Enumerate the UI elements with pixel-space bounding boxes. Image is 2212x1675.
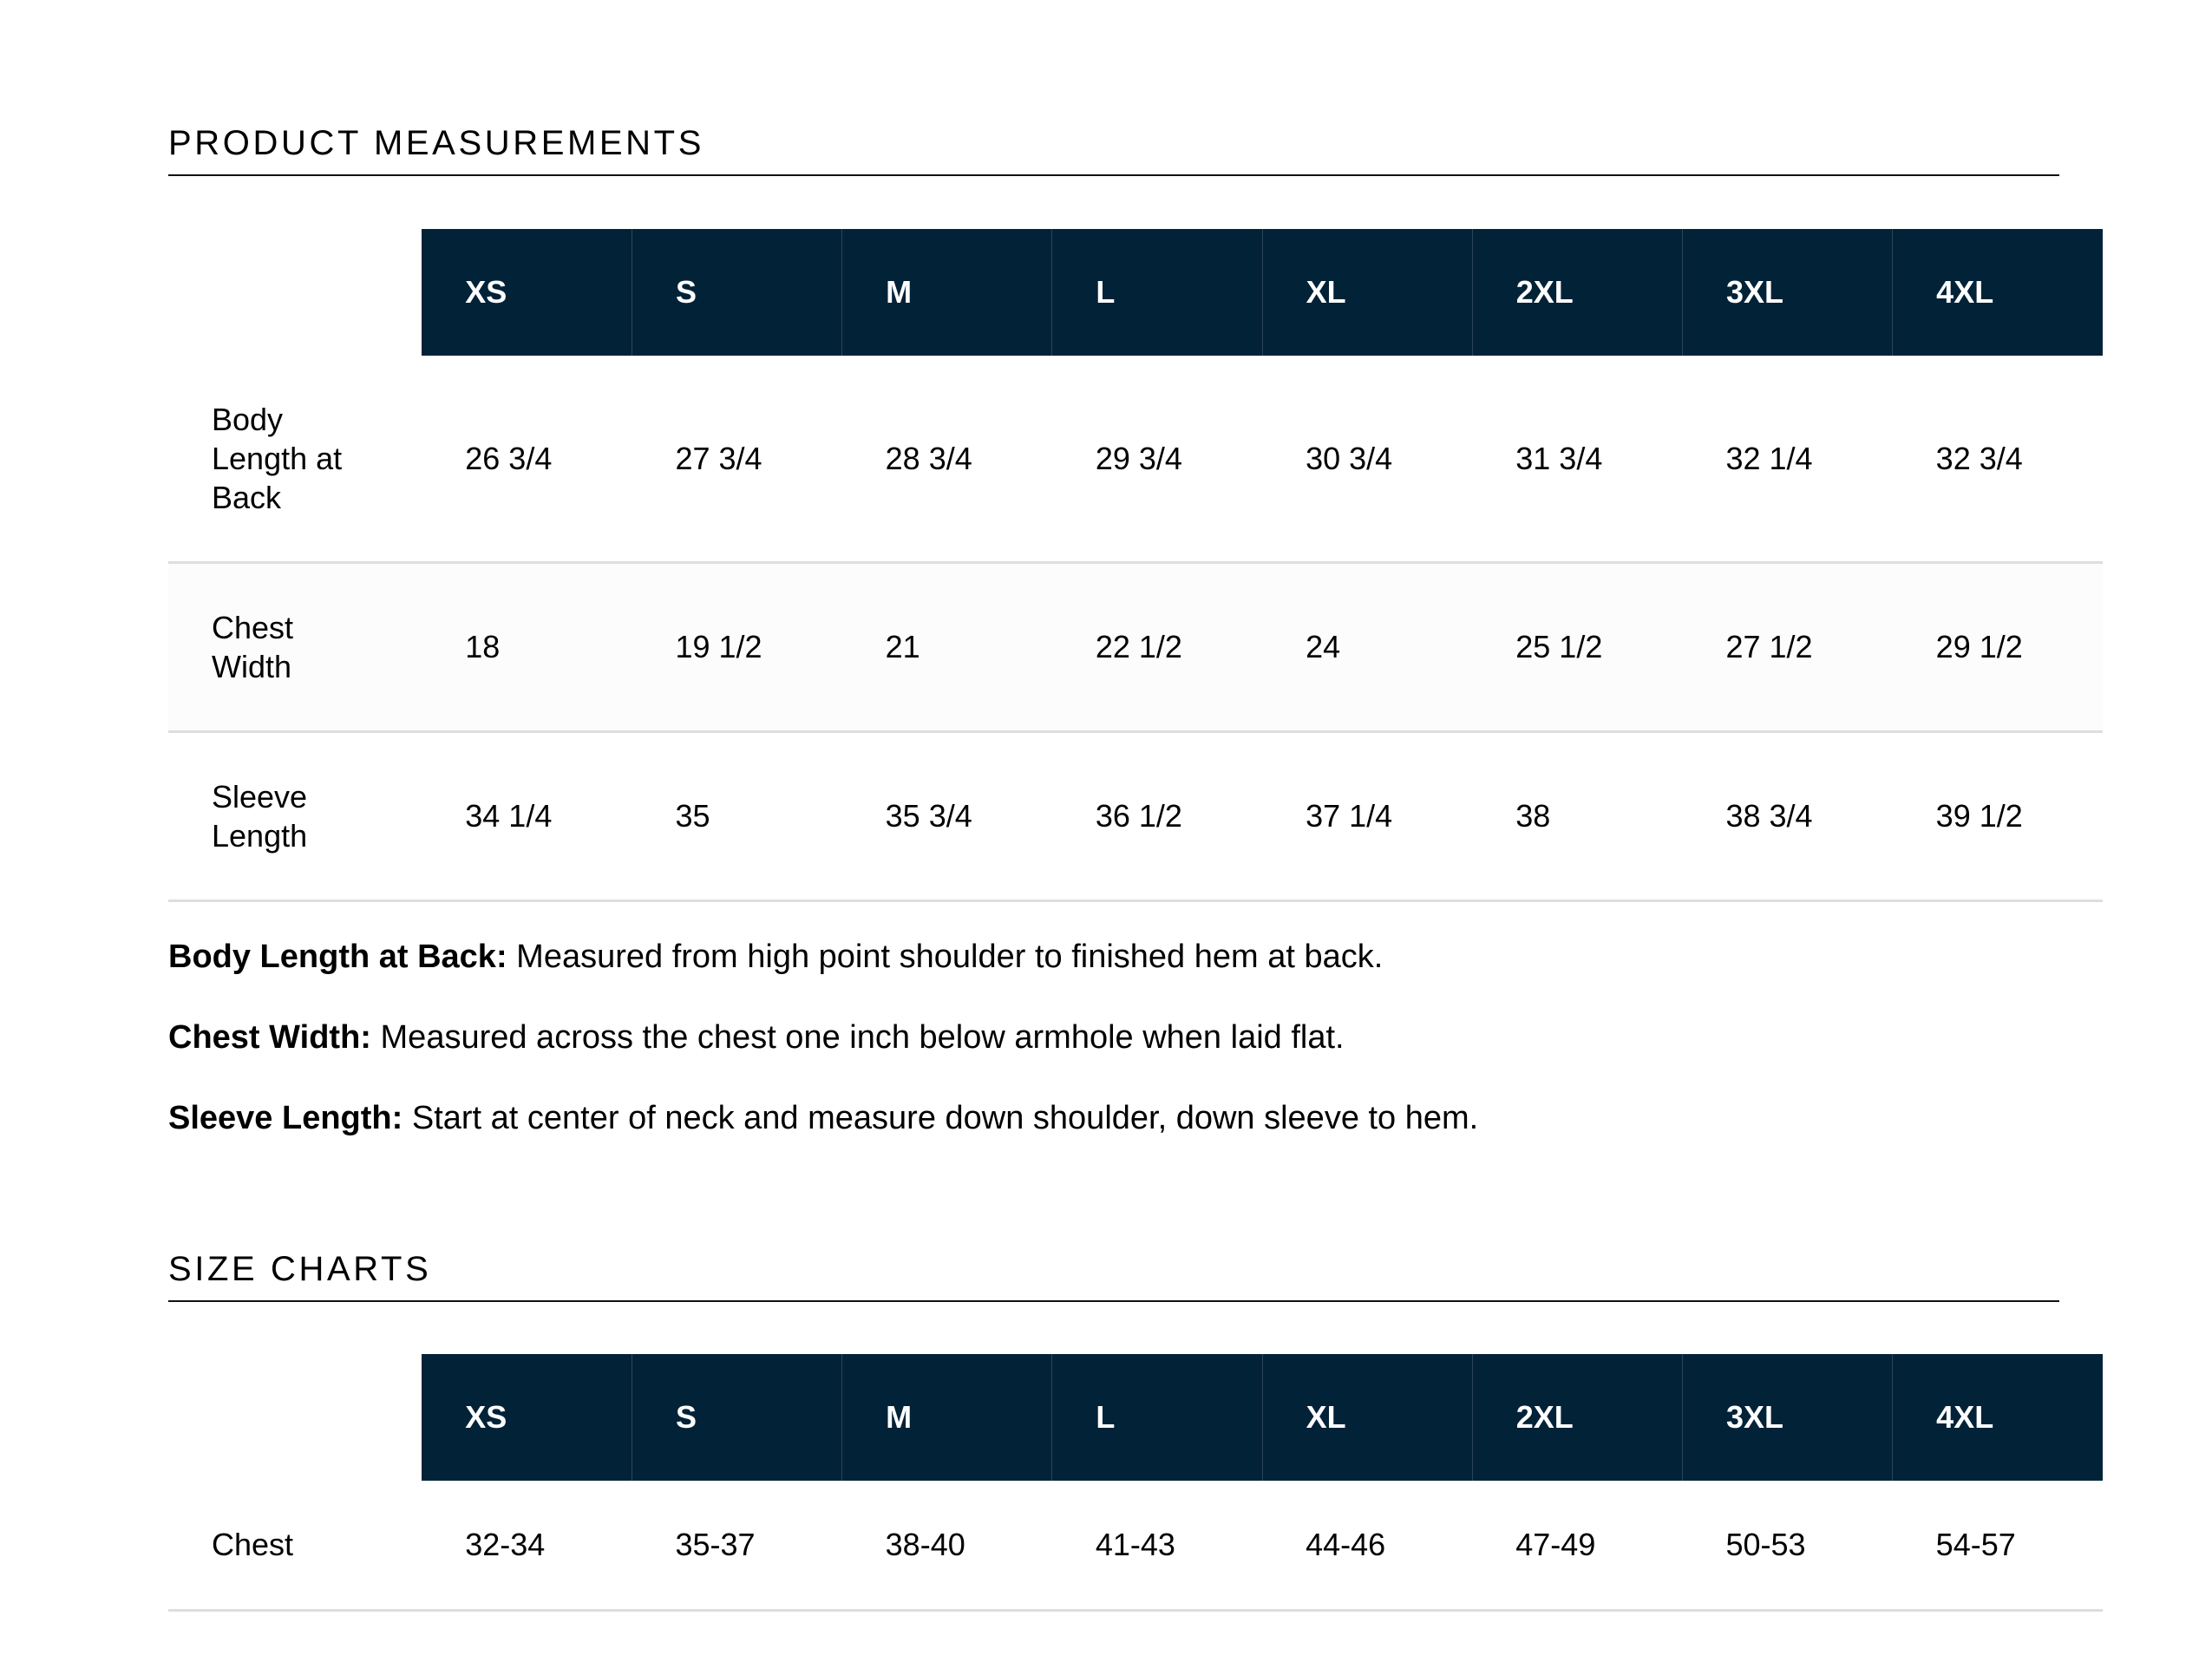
- measurement-cell: 34 1/4: [422, 731, 632, 900]
- size-header: S: [632, 1354, 841, 1481]
- size-header: XL: [1262, 1354, 1472, 1481]
- measurement-cell: 35: [632, 731, 841, 900]
- measurement-cell: 36 1/2: [1052, 731, 1262, 900]
- note-chest-width: [168, 1016, 2077, 1096]
- size-range-cell: 47-49: [1472, 1481, 1682, 1610]
- measurement-cell: 32 3/4: [1893, 356, 2103, 562]
- measurement-cell: 27 3/4: [632, 356, 841, 562]
- measurement-notes: [168, 935, 2077, 1177]
- measurement-cell: 29 1/2: [1893, 562, 2103, 731]
- note-term: Chest Width:: [168, 1019, 371, 1056]
- note-text: Measured from high point shoulder to finished hem at back.: [507, 939, 1384, 975]
- measurement-cell: 30 3/4: [1262, 356, 1472, 562]
- measurement-cell: 29 3/4: [1052, 356, 1262, 562]
- table-header-row: [168, 229, 2103, 356]
- row-label: Body Length at Back: [168, 356, 422, 562]
- table-row: [168, 1481, 2103, 1610]
- measurement-cell: 24: [1262, 562, 1472, 731]
- measurement-cell: 25 1/2: [1472, 562, 1682, 731]
- table-row: [168, 562, 2103, 731]
- measurement-cell: 21: [842, 562, 1052, 731]
- measurement-cell: 31 3/4: [1472, 356, 1682, 562]
- note-term: Sleeve Length:: [168, 1100, 403, 1136]
- size-range-cell: 38-40: [842, 1481, 1052, 1610]
- measurement-cell: 28 3/4: [842, 356, 1052, 562]
- size-range-cell: 44-46: [1262, 1481, 1472, 1610]
- measurement-cell: 22 1/2: [1052, 562, 1262, 731]
- size-range-cell: 35-37: [632, 1481, 841, 1610]
- size-header: 2XL: [1472, 1354, 1682, 1481]
- size-header: 3XL: [1682, 1354, 1892, 1481]
- size-charts-table: [168, 1354, 2103, 1612]
- row-label: Sleeve Length: [168, 731, 422, 900]
- header-corner: [168, 229, 422, 356]
- size-range-cell: 32-34: [422, 1481, 632, 1610]
- size-header: XS: [422, 1354, 632, 1481]
- row-label: Chest Width: [168, 562, 422, 731]
- note-text: Measured across the chest one inch below armhole when laid flat.: [370, 1019, 1345, 1056]
- size-header: M: [842, 229, 1052, 356]
- measurement-cell: 35 3/4: [842, 731, 1052, 900]
- product-measurements-title: PRODUCT MEASUREMENTS: [168, 126, 2059, 176]
- size-header: L: [1052, 1354, 1262, 1481]
- size-header: 3XL: [1682, 229, 1892, 356]
- table-row: [168, 731, 2103, 900]
- note-sleeve-length: [168, 1096, 2077, 1177]
- size-header: 2XL: [1472, 229, 1682, 356]
- measurement-cell: 19 1/2: [632, 562, 841, 731]
- note-term: Body Length at Back:: [168, 939, 507, 975]
- row-label: Chest: [168, 1481, 422, 1610]
- size-header: 4XL: [1893, 1354, 2103, 1481]
- measurement-cell: 37 1/4: [1262, 731, 1472, 900]
- note-body-length: [168, 935, 2077, 1016]
- size-header: 4XL: [1893, 229, 2103, 356]
- measurement-cell: 26 3/4: [422, 356, 632, 562]
- table-row: [168, 356, 2103, 562]
- measurement-cell: 32 1/4: [1682, 356, 1892, 562]
- size-range-cell: 41-43: [1052, 1481, 1262, 1610]
- measurement-cell: 38 3/4: [1682, 731, 1892, 900]
- measurement-cell: 18: [422, 562, 632, 731]
- table-header-row: [168, 1354, 2103, 1481]
- size-header: L: [1052, 229, 1262, 356]
- note-text: Start at center of neck and measure down shoulder, down sleeve to hem.: [402, 1100, 1479, 1136]
- size-header: XL: [1262, 229, 1472, 356]
- measurement-cell: 39 1/2: [1893, 731, 2103, 900]
- size-header: M: [842, 1354, 1052, 1481]
- size-charts-title: SIZE CHARTS: [168, 1252, 2059, 1302]
- size-range-cell: 50-53: [1682, 1481, 1892, 1610]
- measurement-cell: 38: [1472, 731, 1682, 900]
- size-header: S: [632, 229, 841, 356]
- header-corner: [168, 1354, 422, 1481]
- size-header: XS: [422, 229, 632, 356]
- measurement-cell: 27 1/2: [1682, 562, 1892, 731]
- product-measurements-table: [168, 229, 2103, 902]
- size-range-cell: 54-57: [1893, 1481, 2103, 1610]
